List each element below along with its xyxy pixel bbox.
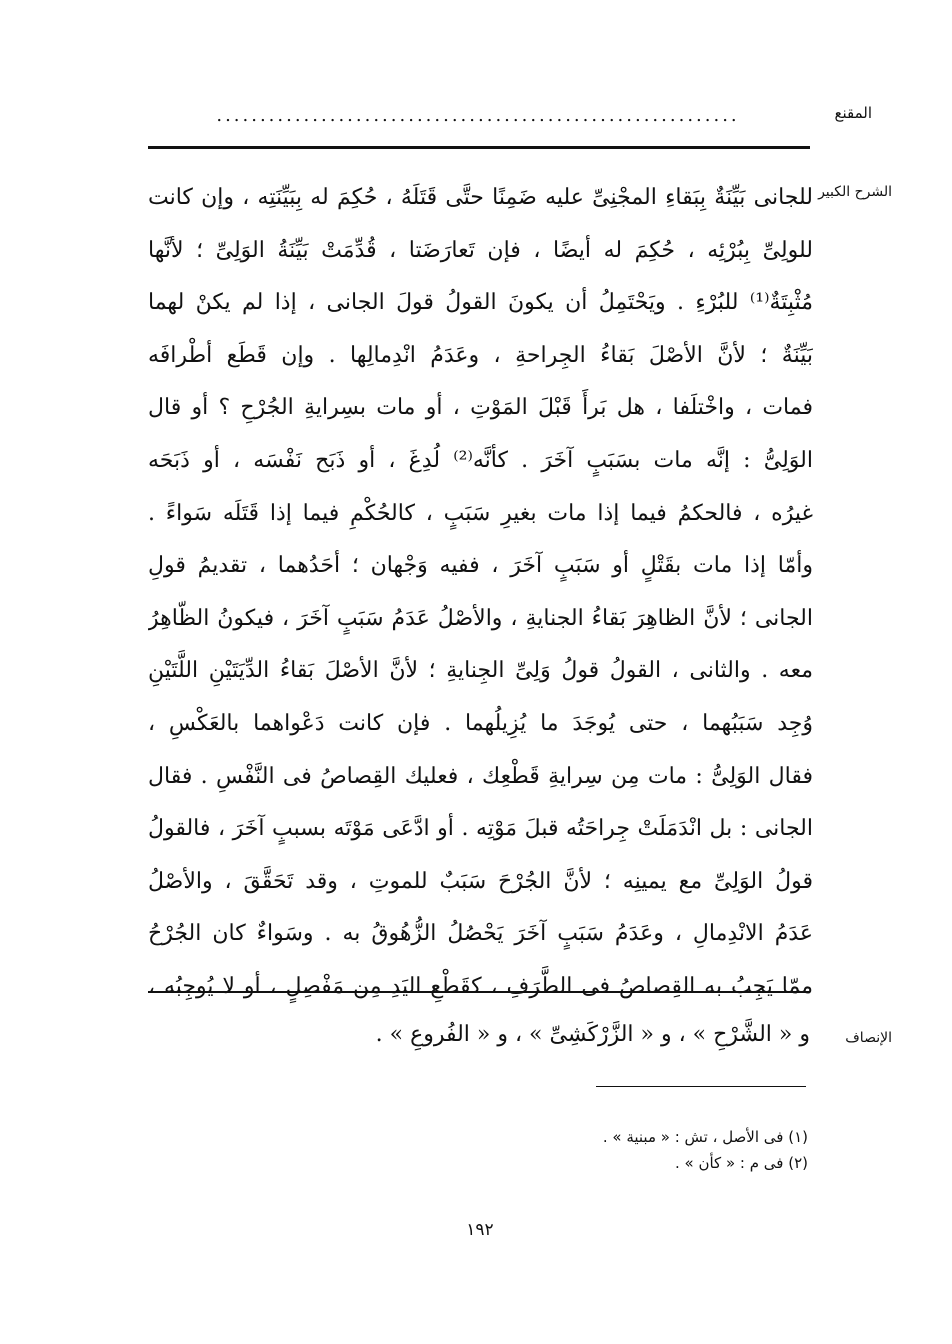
- text-line: الوَلِىُّ : إنَّه مات بسَبَبٍ آخَرَ . كأنَّه⁽²⁾ لُدِغَ ، أو ذَبَح نَفْسَه ، أو ذَبَحَه: [148, 447, 813, 473]
- main-text-block: [148, 172, 813, 1014]
- text-line: فقال الوَلِىُّ : مات مِن سِرايةِ قَطْعِك ، فعليك القِصاصُ فى النَّفْسِ . فقال: [148, 763, 813, 789]
- text-line: للولِىِّ بِبُرْئِه ، حُكِمَ له أيضًا ، فإن تَعارَضَتا ، قُدِّمَتْ بَيِّنَةُ الوَلِىِّ ؛ لأنَّها: [148, 237, 813, 263]
- text-line: وُجِد سَبَبُهما ، حتى يُوجَدَ ما يُزِيلُهما . فإن كانت دَعْواهما بالعَكْسِ ،: [148, 710, 813, 736]
- text-line: بَيِّنَةٌ ؛ لأنَّ الأصْلَ بَقاءُ الجِراحةِ ، وعَدَمُ انْدِمالِها . وإن قَطَع أطْرافَه: [148, 342, 813, 368]
- header-rule: [148, 146, 810, 149]
- footnote-1: (١) فى الأصل ، تش : « مبنية » .: [602, 1128, 808, 1146]
- text-line: فمات ، واخْتلَفا ، هل بَرأَ قَبْلَ المَوْتِ ، أو مات بسِرايةِ الجُرْحِ ؟ أو قال: [148, 395, 813, 421]
- insaf-reference-line: و « الشَّرْحِ » ، و « الزَّرْكَشِىِّ » ، و « الفُروعِ » .: [375, 1022, 810, 1047]
- margin-label-insaf: الإنصاف: [845, 1030, 892, 1046]
- text-line: مُثْبِتَةٌ⁽¹⁾ للبُرْءِ . ويَحْتَمِلُ أن يكونَ القولُ قولَ الجانى ، إذا لم يكنْ لهما: [148, 290, 813, 316]
- text-line: عَدَمُ الانْدِمالِ ، وعَدَمُ سَبَبٍ آخَرَ يَحْصُلُ الزُّهُوقُ به . وسَواءٌ كان الجُرْحُ: [148, 921, 813, 947]
- text-line: ممّا يَجِبُ به القِصاصُ فى الطَّرَفِ ، كقَطْعِ اليَدِ مِن مَفْصِلٍ ، أو لا يُوجِبُه ،: [148, 973, 813, 999]
- text-line: وأمّا إذا مات بقَتْلٍ أو سَبَبٍ آخَرَ ، ففيه وَجْهان ؛ أحَدُهما ، تقديمُ قولِ: [148, 553, 813, 579]
- text-line: معه . والثانى ، القولُ قولُ وَلِىِّ الجِنايةِ ؛ لأنَّ الأصْلَ بَقاءُ الدِّيَتَيْنِ اللَّتَيْنِ: [148, 658, 813, 684]
- dotted-divider: ............................................................: [216, 106, 740, 126]
- footnotes: [603, 1124, 808, 1176]
- page-number: ١٩٢: [466, 1220, 494, 1240]
- text-line: الجانى : بل انْدَمَلَتْ جِراحَتُه قبلَ مَوْتِه . أو ادَّعَى مَوْتَه بسببٍ آخَرَ ، فالقولُ: [148, 816, 813, 842]
- section-divider: [148, 991, 810, 993]
- text-line: الجانى ؛ لأنَّ الظاهِرَ بَقاءُ الجنايةِ ، والأصْلُ عَدَمُ سَبَبٍ آخَرَ ، فيكونُ الظّاهِرُ: [148, 605, 813, 631]
- text-line: غيرُه ، فالحكمُ فيما إذا مات بغيرِ سَبَبٍ ، كالحُكْمِ فيما إذا قَتَلَه سَواءً .: [148, 500, 813, 526]
- running-title: المقنع: [834, 104, 872, 122]
- text-line: للجانى بَيِّنَةٌ بِبَقاءِ المجْنِىِّ عليه ضَمِنًا حتَّى قَتَلَهُ ، حُكِمَ له بِبَيِّنَتِه ، وإن كانت: [148, 185, 813, 210]
- footnote-2: (٢) فى م : « كأن » .: [674, 1154, 808, 1172]
- margin-label-sharh-kabir: الشرح الكبير: [818, 184, 892, 200]
- footnote-divider: [596, 1086, 806, 1087]
- text-line: قولُ الوَلِىِّ مع يمينِه ؛ لأنَّ الجُرْحَ سَبَبٌ للموتِ ، وقد تَحَقَّقَ ، والأصْلُ: [148, 868, 813, 894]
